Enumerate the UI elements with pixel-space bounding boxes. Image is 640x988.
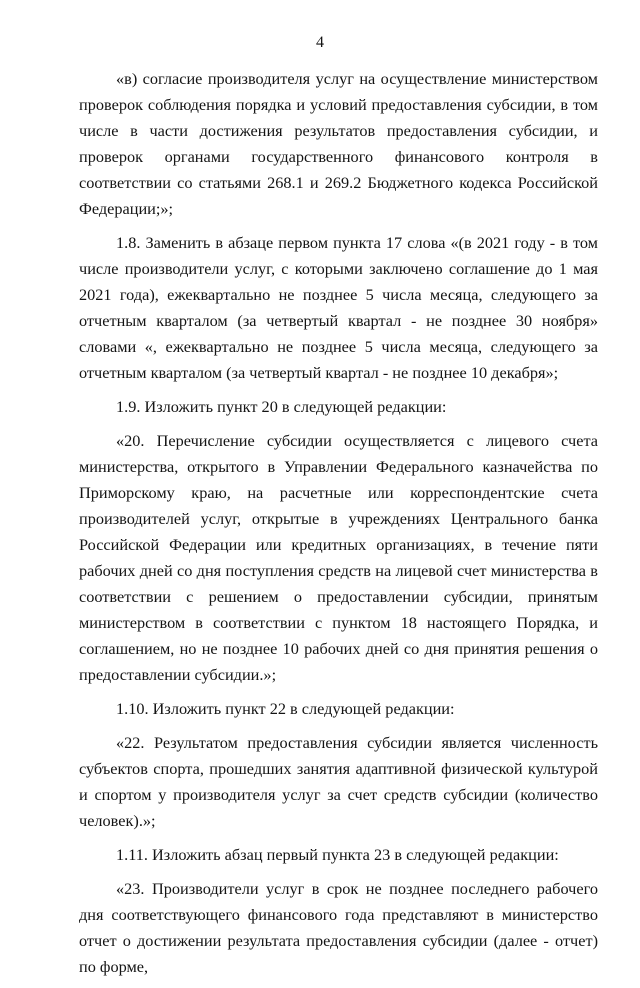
paragraph-item-v-consent: «в) согласие производителя услуг на осуществление министерством проверок соблюдения порядка и условий предоставления субсидии, в том числе в части достижения результатов предоставления субсидии, и проверок органами государственного финансового контроля в соответствии со статьями 268.1 и 269.2 Бюджетного кодекса Российской Федерации;»;	[79, 69, 598, 218]
paragraph-1-11: 1.11. Изложить абзац первый пункта 23 в следующей редакции:	[116, 845, 559, 864]
paragraph-1-8: 1.8. Заменить в абзаце первом пункта 17 слова «(в 2021 году - в том числе производители услуг, с которыми заключено соглашение до 1 мая 2021 года), ежеквартально не позднее 5 числа месяца, следующего за отчетным кварталом (за четвертый квартал - не позднее 30 ноября» словами «, ежеквартально не позднее 5 числа месяца, следующего за отчетным кварталом (за четвертый квартал - не позднее 10 декабря»;	[79, 233, 598, 382]
paragraph-1-9: 1.9. Изложить пункт 20 в следующей редакции:	[116, 397, 447, 416]
paragraph-point-22: «22. Результатом предоставления субсидии является численность субъектов спорта, прошедших занятия адаптивной физической культурой и спортом у производителя услуг за счет средств субсидии (количество человек).»;	[79, 733, 598, 830]
page-number: 4	[316, 34, 324, 51]
paragraph-point-23: «23. Производители услуг в срок не позднее последнего рабочего дня соответствующего финансового года представляют в министерство отчет о достижении результата предоставления субсидии (далее - отчет) по форме,	[79, 879, 598, 976]
paragraph-point-20: «20. Перечисление субсидии осуществляется с лицевого счета министерства, открытого в Управлении Федерального казначейства по Приморскому краю, на расчетные или корреспондентские счета производителей услуг, открытые в учреждениях Центрального банка Российской Федерации или кредитных организациях, в течение пяти рабочих дней со дня поступления средств на лицевой счет министерства в соответствии с решением о предоставлении субсидии, принятым министерством в соответствии с пунктом 18 настоящего Порядка, и соглашением, но не позднее 10 рабочих дней со дня принятия решения о предоставлении субсидии.»;	[79, 431, 598, 684]
document-body	[79, 66, 598, 988]
paragraph-1-10: 1.10. Изложить пункт 22 в следующей редакции:	[116, 699, 455, 718]
